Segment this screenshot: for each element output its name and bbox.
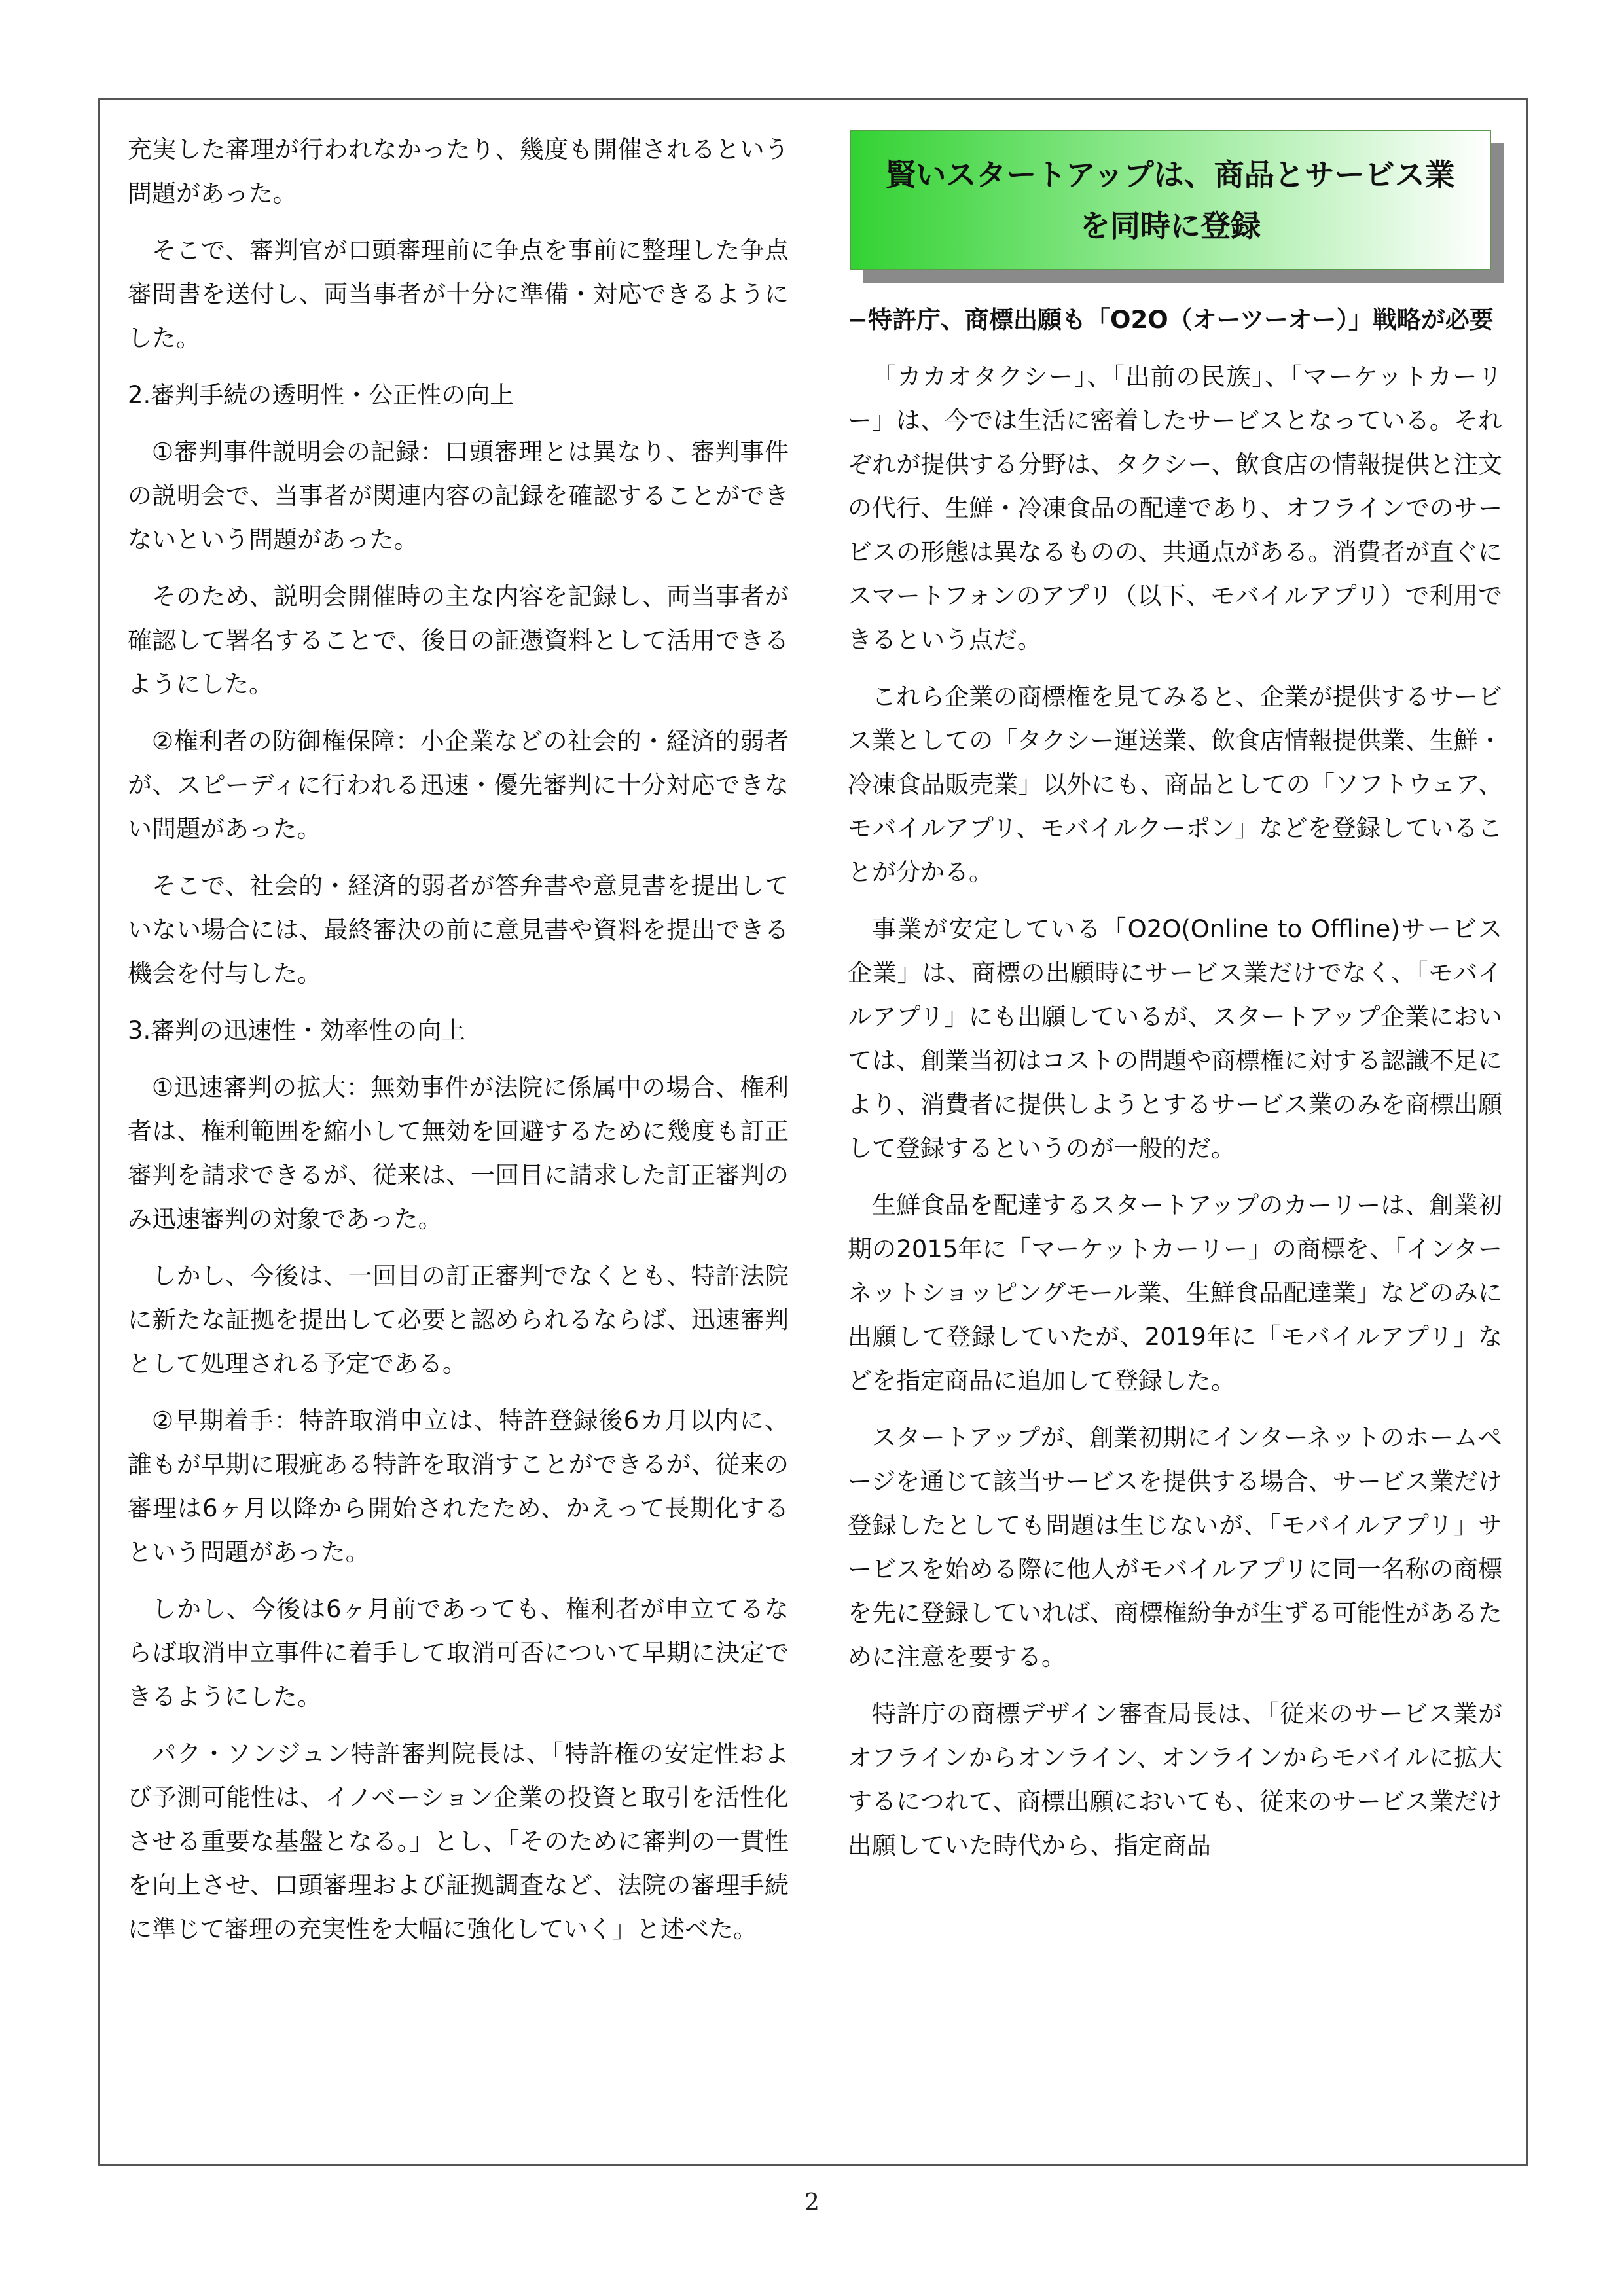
right-paragraph-4: 生鮮食品を配達するスタートアップのカーリーは、創業初期の2015年に「マーケットカーリー」の商標を、「インターネットショッピングモール業、生鮮食品配達業」などのみに出願して登録していたが、2019年に「モバイルアプリ」などを指定商品に追加して登録した。 [848,1191,1502,1395]
section-heading-3: 3.審判の迅速性・効率性の向上 [128,1016,466,1045]
right-paragraph-2: これら企業の商標権を見てみると、企業が提供するサービス業としての「タクシー運送業、飲食店情報提供業、生鮮・冷凍食品販売業」以外にも、商品としての「ソフトウェア、モバイルアプリ、モバイルクーポン」などを登録していることが分かる。 [848,683,1502,886]
left-paragraph-9: ①迅速審判の拡大：無効事件が法院に係属中の場合、権利者は、権利範囲を縮小して無効を回避するために幾度も訂正審判を請求できるが、従来は、一回目に請求した訂正審判のみ迅速審判の対象であった。 [128,1073,789,1233]
left-paragraph-2: そこで、審判官が口頭審理前に争点を事前に整理した争点審問書を送付し、両当事者が十分に準備・対応できるようにした。 [128,236,789,352]
page-number: 2 [804,2189,820,2216]
article-subtitle: −特許庁、商標出願も「O2O（オーツーオー）」戦略が必要 [848,306,1494,334]
right-paragraph-1: 「カカオタクシー」、「出前の民族」、「マーケットカーリー」は、今では生活に密着したサービスとなっている。それぞれが提供する分野は、タクシー、飲食店の情報提供と注文の代行、生鮮・冷凍食品の配達であり、オフラインでのサービスの形態は異なるものの、共通点がある。消費者が直ぐにスマートフォンのアプリ（以下、モバイルアプリ）で利用できるという点だ。 [848,363,1502,654]
left-paragraph-5: そのため、説明会開催時の主な内容を記録し、両当事者が確認して署名することで、後日の証憑資料として活用できるようにした。 [128,583,789,698]
left-paragraph-6: ②権利者の防御権保障：小企業などの社会的・経済的弱者が、スピーディに行われる迅速・優先審判に十分対応できない問題があった。 [128,727,789,843]
right-column [848,298,1502,1880]
section-heading-2: 2.審判手続の透明性・公正性の向上 [128,381,514,409]
article-title-box [850,130,1491,270]
left-column [128,128,789,1964]
left-paragraph-10: しかし、今後は、一回目の訂正審判でなくとも、特許法院に新たな証拠を提出して必要と認められるならば、迅速審判として処理される予定である。 [128,1262,789,1378]
right-paragraph-3: 事業が安定している「O2O(Online to Offline)サービス企業」は、商標の出願時にサービス業だけでなく、「モバイルアプリ」にも出願しているが、スタートアップ企業においては、創業当初はコストの問題や商標権に対する認識不足により、消費者に提供しようとするサービス業のみを商標出願して登録するというのが一般的だ。 [848,915,1502,1162]
left-paragraph-11: ②早期着手：特許取消申立は、特許登録後6カ月以内に、誰もが早期に瑕疵ある特許を取消すことができるが、従来の審理は6ヶ月以降から開始されたため、かえって長期化するという問題があった。 [128,1407,789,1566]
left-paragraph-12: しかし、今後は6ヶ月前であっても、権利者が申立てるならば取消申立事件に着手して取消可否について早期に決定できるようにした。 [128,1595,789,1711]
left-paragraph-13: パク・ソンジュン特許審判院長は、「特許権の安定性および予測可能性は、イノベーション企業の投資と取引を活性化させる重要な基盤となる。」とし、「そのために審判の一貫性を向上させ、口頭審理および証拠調査など、法院の審理手続に準じて審理の充実性を大幅に強化していく」と述べた。 [128,1740,789,1943]
left-paragraph-4: ①審判事件説明会の記録：口頭審理とは異なり、審判事件の説明会で、当事者が関連内容の記録を確認することができないという問題があった。 [128,438,789,554]
article-title: 賢いスタートアップは、商品とサービス業を同時に登録 [886,156,1455,243]
left-paragraph-7: そこで、社会的・経済的弱者が答弁書や意見書を提出していない場合には、最終審決の前に意見書や資料を提出できる機会を付与した。 [128,872,789,988]
right-paragraph-5: スタートアップが、創業初期にインターネットのホームページを通じて該当サービスを提供する場合、サービス業だけ登録したとしても問題は生じないが、「モバイルアプリ」サービスを始める際に他人がモバイルアプリに同一名称の商標を先に登録していれば、商標権紛争が生ずる可能性があるために注意を要する。 [848,1424,1502,1671]
right-paragraph-6: 特許庁の商標デザイン審査局長は、「従来のサービス業がオフラインからオンライン、オンラインからモバイルに拡大するにつれて、商標出願においても、従来のサービス業だけ出願していた時代から、指定商品 [848,1700,1502,1859]
left-paragraph-1: 充実した審理が行われなかったり、幾度も開催されるという問題があった。 [128,135,789,207]
